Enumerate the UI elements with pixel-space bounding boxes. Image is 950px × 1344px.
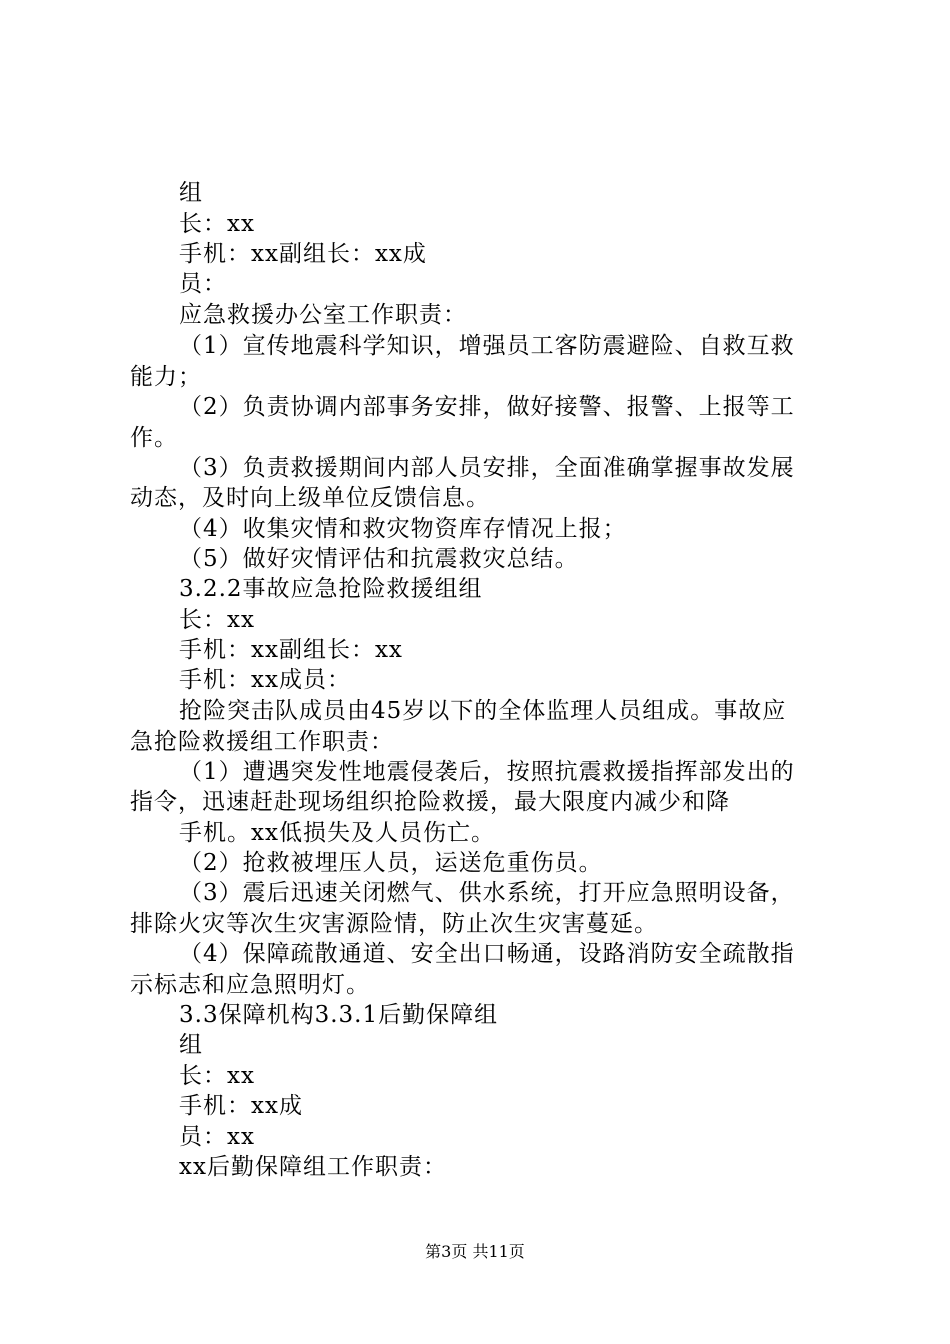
text-line: 长：xx [179, 211, 255, 237]
text-line: （4）保障疏散通道、安全出口畅通，设路消防安全疏散指 [179, 941, 795, 967]
text-line: 手机：xx成 [179, 1093, 303, 1119]
text-line: 示标志和应急照明灯。 [130, 972, 370, 998]
text-line: 手机：xx副组长：xx [179, 637, 403, 663]
text-line: 指令，迅速赶赴现场组织抢险救援，最大限度内减少和降 [130, 789, 730, 815]
text-line: 应急救援办公室工作职责： [179, 302, 467, 328]
text-line: 员： [179, 271, 227, 297]
text-line: 长：xx [179, 607, 255, 633]
text-line: 手机。xx低损失及人员伤亡。 [179, 820, 495, 846]
text-line: 员：xx [179, 1124, 255, 1150]
section-heading: 3.3保障机构3.3.1后勤保障组 [179, 1002, 499, 1028]
section-heading: 3.2.2事故应急抢险救援组组 [179, 576, 483, 602]
text-line: （2）负责协调内部事务安排，做好接警、报警、上报等工 [179, 394, 795, 420]
text-line: 排除火灾等次生灾害源险情，防止次生灾害蔓延。 [130, 911, 658, 937]
text-line: （1）宣传地震科学知识，增强员工客防震避险、自救互救 [179, 333, 795, 359]
text-line: 手机：xx副组长：xx成 [179, 241, 427, 267]
text-line: 组 [179, 180, 203, 206]
text-line: xx后勤保障组工作职责： [179, 1154, 447, 1180]
page-number-footer: 第3页 共11页 [425, 1242, 525, 1261]
text-line: 急抢险救援组工作职责： [130, 729, 394, 755]
text-line: 抢险突击队成员由45岁以下的全体监理人员组成。事故应 [179, 698, 787, 724]
text-line: 动态，及时向上级单位反馈信息。 [130, 485, 490, 511]
text-line: （3）负责救援期间内部人员安排，全面准确掌握事故发展 [179, 455, 795, 481]
text-line: 能力； [130, 364, 202, 390]
text-line: （5）做好灾情评估和抗震救灾总结。 [179, 546, 579, 572]
text-line: （1）遭遇突发性地震侵袭后，按照抗震救援指挥部发出的 [179, 759, 795, 785]
text-line: （4）收集灾情和救灾物资库存情况上报； [179, 516, 627, 542]
text-line: 作。 [130, 425, 178, 451]
text-line: （3）震后迅速关闭燃气、供水系统，打开应急照明设备， [179, 880, 795, 906]
text-line: 组 [179, 1032, 203, 1058]
text-line: 手机：xx成员： [179, 667, 351, 693]
text-line: （2）抢救被埋压人员，运送危重伤员。 [179, 850, 603, 876]
text-line: 长：xx [179, 1063, 255, 1089]
